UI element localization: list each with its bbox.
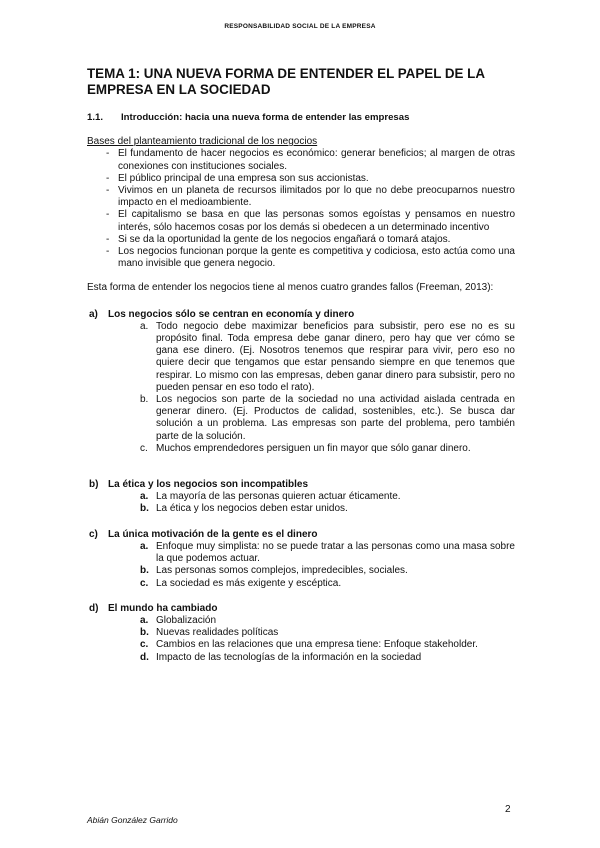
section-items — [87, 321, 515, 455]
item-marker: a. — [140, 320, 149, 332]
item-marker: a. — [140, 540, 149, 552]
list-item — [87, 503, 515, 515]
list-item — [87, 578, 515, 590]
item-text: Muchos emprendedores persiguen un fin mayor que sólo ganar dinero. — [156, 442, 471, 454]
subsection-number: 1.1. — [87, 112, 104, 123]
list-item — [87, 565, 515, 577]
list-item: - Los negocios funcionan porque la gente es competitiva y codiciosa, esto actúa como una mano invisible que genera negocio. — [87, 246, 515, 270]
bases-list — [87, 148, 515, 270]
item-text: La sociedad es más exigente y escéptica. — [156, 577, 342, 589]
item-marker: b. — [140, 394, 149, 406]
item-marker: b. — [140, 627, 149, 639]
item-text: Nuevas realidades políticas — [156, 627, 279, 639]
running-header: RESPONSABILIDAD SOCIAL DE LA EMPRESA — [224, 23, 376, 30]
section-title: El mundo ha cambiado — [108, 602, 218, 614]
item-text: Cambios en las relaciones que una empresa tiene: Enfoque stakeholder. — [156, 639, 478, 651]
list-item — [87, 627, 515, 639]
subsection-heading — [87, 112, 515, 124]
item-text: Enfoque muy simplista: no se puede tratar a las personas como una masa sobre la que podemos actuar. — [156, 540, 515, 565]
list-item — [87, 491, 515, 503]
item-marker: c. — [140, 442, 148, 454]
list-item — [87, 321, 515, 394]
item-text: Globalización — [156, 614, 217, 626]
item-text: Impacto de las tecnologías de la información en la sociedad — [156, 651, 422, 663]
section-letter: c) — [89, 528, 98, 540]
section-heading — [87, 479, 515, 491]
list-item — [87, 443, 515, 455]
list-item — [87, 541, 515, 565]
item-marker: a. — [140, 491, 149, 503]
list-item — [87, 639, 515, 651]
item-marker: c. — [140, 577, 149, 589]
page-body — [87, 66, 515, 664]
item-marker: b. — [140, 503, 149, 515]
list-item: - Si se da la oportunidad la gente de los negocios engañará o tomará atajos. — [87, 234, 515, 246]
page-number: 2 — [505, 804, 511, 815]
section-b — [87, 479, 515, 516]
item-marker: b. — [140, 565, 149, 577]
section-title: Los negocios sólo se centran en economía y dinero — [108, 308, 355, 320]
item-marker: d. — [140, 651, 149, 663]
section-letter: d) — [89, 602, 99, 614]
section-d — [87, 603, 515, 664]
item-text: Los negocios son parte de la sociedad no una actividad aislada centrada en generar dinero. (Ej. Productos de calidad, sostenibles, etc.). Se busca dar solución a un problema. Las empresas son parte del problema, pero también parte de la solución. — [156, 394, 515, 442]
list-item — [87, 615, 515, 627]
item-text: Las personas somos complejos, impredecibles, sociales. — [156, 565, 408, 577]
section-title: La ética y los negocios son incompatibles — [108, 479, 309, 491]
section-items — [87, 491, 515, 515]
section-items — [87, 541, 515, 590]
section-heading — [87, 603, 515, 615]
list-item — [87, 652, 515, 664]
section-heading — [87, 309, 515, 321]
footer-author: Abián González Garrido — [87, 815, 178, 825]
list-item: - Vivimos en un planeta de recursos ilimitados por lo que no debe preocuparnos nuestro impacto en el medioambiente. — [87, 185, 515, 209]
item-marker: a. — [140, 614, 149, 626]
section-letter: b) — [89, 479, 99, 491]
item-text: La ética y los negocios deben estar unidos. — [156, 503, 348, 515]
list-item: - El capitalismo se basa en que las personas somos egoístas y pensamos en nuestro interés, sólo hacemos cosas por los demás si obedecen a un determinado incentivo — [87, 209, 515, 233]
bases-heading: Bases del planteamiento tradicional de los negocios — [87, 136, 318, 148]
section-a — [87, 309, 515, 455]
list-item: - El fundamento de hacer negocios es económico: generar beneficios; al margen de otras conexiones con instituciones sociales. — [87, 148, 515, 172]
section-c — [87, 529, 515, 590]
item-marker: c. — [140, 639, 149, 651]
section-letter: a) — [89, 308, 98, 320]
item-text: La mayoría de las personas quieren actuar éticamente. — [156, 491, 401, 503]
page-title: TEMA 1: UNA NUEVA FORMA DE ENTENDER EL PAPEL DE LA EMPRESA EN LA SOCIEDAD — [87, 66, 485, 97]
section-heading — [87, 529, 515, 541]
list-item: - El público principal de una empresa son sus accionistas. — [87, 173, 515, 185]
section-items — [87, 615, 515, 664]
item-text: Todo negocio debe maximizar beneficios para subsistir, pero ese no es su propósito final. Toda empresa debe ganar dinero, pero hay que ver cómo se gana ese dinero. (Ej. Nosotros tenemos que respirar para vivir, pero eso no quiere decir que tengamos que estar pensando siempre en que tenemos que respirar. Lo mismo con las empresas, deben ganar dinero para subsistir, pero no pueden pensar en eso todo el rato). — [156, 320, 515, 393]
subsection-text: Introducción: hacia una nueva forma de entender las empresas — [121, 112, 410, 123]
list-item — [87, 394, 515, 443]
intro-paragraph: Esta forma de entender los negocios tiene al menos cuatro grandes fallos (Freeman, 2013): — [87, 282, 494, 294]
section-title: La única motivación de la gente es el dinero — [108, 528, 318, 540]
